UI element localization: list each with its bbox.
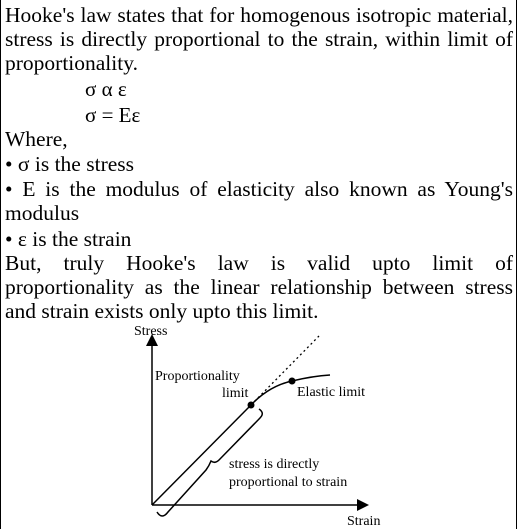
bullet-stress: • σ is the stress [5, 152, 134, 176]
y-axis-label: Stress [134, 324, 168, 339]
bullet-modulus: • E is the modulus of elasticity also known as Young's modulus [5, 177, 513, 225]
proportionality-limit-label: Proportionality [155, 369, 240, 384]
conclusion-paragraph: But, truly Hooke's law is valid upto limit of proportionality as the linear relationship between stress and strain exists only upto this limit. [5, 251, 513, 323]
linear-region-line [152, 405, 251, 505]
where-label: Where, [5, 127, 68, 151]
intro-paragraph: Hooke's law states that for homogenous isotropic material, stress is directly proportional to the strain, within limit of proportionality. [5, 3, 513, 75]
proportionality-formula: σ α ε [85, 77, 127, 101]
hookes-law-formula: σ = Eε [85, 103, 141, 127]
proportionality-limit-point [248, 402, 255, 409]
elastic-limit-point [289, 378, 296, 385]
x-axis-label: Strain [347, 514, 381, 529]
stress-strain-diagram [1, 318, 517, 529]
bullet-strain: • ε is the strain [5, 227, 132, 251]
elastic-limit-label: Elastic limit [297, 385, 366, 400]
linear-region-label: stress is directly [229, 457, 320, 472]
linear-region-label-line2: proportional to strain [229, 475, 348, 490]
proportionality-limit-label-line2: limit [222, 386, 249, 401]
